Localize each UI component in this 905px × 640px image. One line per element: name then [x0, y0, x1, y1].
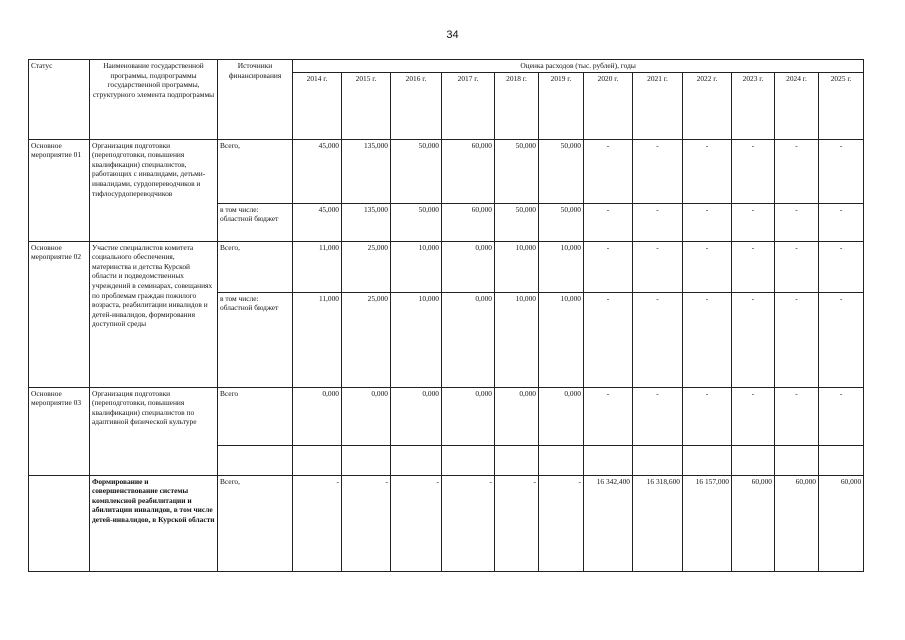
source-total: Всего,	[218, 241, 293, 292]
value-cell: 0,000	[442, 387, 495, 445]
activity-status: Основное мероприятие 01	[29, 139, 90, 241]
value-cell: 10,000	[391, 292, 442, 387]
value-cell: -	[293, 475, 342, 571]
header-status: Статус	[29, 60, 90, 140]
value-cell: 50,000	[539, 139, 584, 203]
value-cell: -	[732, 203, 775, 241]
value-cell: -	[683, 139, 732, 203]
empty-cell	[819, 445, 864, 475]
value-cell: -	[732, 292, 775, 387]
empty-cell	[584, 445, 633, 475]
value-cell: -	[732, 241, 775, 292]
program-total-row	[29, 475, 864, 571]
value-cell: 60,000	[732, 475, 775, 571]
value-cell: 0,000	[442, 241, 495, 292]
year-header: 2021 г.	[633, 72, 683, 139]
value-cell: -	[495, 475, 539, 571]
value-cell: -	[584, 241, 633, 292]
value-cell: -	[819, 292, 864, 387]
year-header: 2016 г.	[391, 72, 442, 139]
value-cell: -	[683, 292, 732, 387]
value-cell: 11,000	[293, 241, 342, 292]
year-header: 2015 г.	[342, 72, 391, 139]
activity-status: Основное мероприятие 02	[29, 241, 90, 387]
source-total: Всего,	[218, 475, 293, 571]
activity-name: Организация подготовки (переподготовки, повышения квалификации) специалистов по адаптивной физической культуре	[90, 387, 218, 475]
year-header: 2022 г.	[683, 72, 732, 139]
value-cell: -	[633, 139, 683, 203]
value-cell: -	[584, 292, 633, 387]
value-cell: -	[633, 292, 683, 387]
value-cell: -	[539, 475, 584, 571]
year-header: 2018 г.	[495, 72, 539, 139]
value-cell: -	[732, 139, 775, 203]
value-cell: 45,000	[293, 139, 342, 203]
expenses-table	[28, 59, 864, 572]
value-cell: -	[683, 203, 732, 241]
value-cell: 16 342,400	[584, 475, 633, 571]
empty-cell	[342, 445, 391, 475]
value-cell: 10,000	[539, 292, 584, 387]
value-cell: 135,000	[342, 203, 391, 241]
empty-cell	[495, 445, 539, 475]
value-cell: -	[633, 203, 683, 241]
activity-02-total-row	[29, 241, 864, 292]
value-cell: 10,000	[495, 292, 539, 387]
year-header: 2014 г.	[293, 72, 342, 139]
activity-status: Основное мероприятие 03	[29, 387, 90, 475]
source-total: Всего,	[218, 139, 293, 203]
value-cell: 10,000	[391, 241, 442, 292]
value-cell: 50,000	[391, 203, 442, 241]
value-cell: -	[775, 203, 819, 241]
value-cell: 50,000	[495, 203, 539, 241]
value-cell: -	[819, 387, 864, 445]
value-cell: 0,000	[342, 387, 391, 445]
page-number: 34	[446, 29, 459, 41]
value-cell: -	[775, 292, 819, 387]
year-header: 2019 г.	[539, 72, 584, 139]
value-cell: 60,000	[819, 475, 864, 571]
activity-name: Организация подготовки (переподготовки, повышения квалификации) специалистов, работающих с инвалидами, детьми-инвалидами, сурдопереводчиков и тифлосурдопереводчиков	[90, 139, 218, 241]
value-cell: 10,000	[539, 241, 584, 292]
empty-cell	[442, 445, 495, 475]
header-sources: Источники финансирования	[218, 60, 293, 140]
empty-cell	[218, 445, 293, 475]
year-header: 2017 г.	[442, 72, 495, 139]
value-cell: -	[633, 241, 683, 292]
header-name: Наименование государственной программы, подпрограммы государственной программы, структурного элемента подпрограммы	[90, 60, 218, 140]
value-cell: -	[391, 475, 442, 571]
value-cell: 60,000	[442, 203, 495, 241]
value-cell: 60,000	[775, 475, 819, 571]
value-cell: 135,000	[342, 139, 391, 203]
header-estimate: Оценка расходов (тыс. рублей), годы	[293, 60, 864, 73]
empty-cell	[775, 445, 819, 475]
source-total: Всего	[218, 387, 293, 445]
empty-cell	[293, 445, 342, 475]
value-cell: 60,000	[442, 139, 495, 203]
value-cell: 50,000	[391, 139, 442, 203]
year-header: 2025 г.	[819, 72, 864, 139]
value-cell: 0,000	[391, 387, 442, 445]
value-cell: 16 157,000	[683, 475, 732, 571]
value-cell: -	[819, 241, 864, 292]
empty-cell	[391, 445, 442, 475]
value-cell: -	[584, 387, 633, 445]
activity-03-total-row	[29, 387, 864, 445]
value-cell: -	[683, 241, 732, 292]
value-cell: 0,000	[442, 292, 495, 387]
source-regional: в том числе: областной бюджет	[218, 203, 293, 241]
value-cell: 50,000	[539, 203, 584, 241]
value-cell: -	[819, 139, 864, 203]
value-cell: 11,000	[293, 292, 342, 387]
value-cell: 25,000	[342, 241, 391, 292]
empty-cell	[539, 445, 584, 475]
value-cell: -	[683, 387, 732, 445]
value-cell: -	[775, 241, 819, 292]
empty-cell	[683, 445, 732, 475]
value-cell: 50,000	[495, 139, 539, 203]
value-cell: 16 318,600	[633, 475, 683, 571]
value-cell: 10,000	[495, 241, 539, 292]
value-cell: 0,000	[293, 387, 342, 445]
value-cell: 45,000	[293, 203, 342, 241]
year-header: 2024 г.	[775, 72, 819, 139]
empty-cell	[732, 445, 775, 475]
value-cell: 25,000	[342, 292, 391, 387]
value-cell: -	[819, 203, 864, 241]
year-header: 2023 г.	[732, 72, 775, 139]
value-cell: -	[775, 139, 819, 203]
value-cell: 0,000	[539, 387, 584, 445]
year-header: 2020 г.	[584, 72, 633, 139]
value-cell: -	[342, 475, 391, 571]
empty-cell	[633, 445, 683, 475]
source-regional: в том числе: областной бюджет	[218, 292, 293, 387]
value-cell: -	[584, 139, 633, 203]
value-cell: -	[775, 387, 819, 445]
value-cell: -	[732, 387, 775, 445]
value-cell: -	[442, 475, 495, 571]
activity-name: Участие специалистов комитета социального обеспечения, материнства и детства Курской области и подведомственных учреждений в семинарах, совещаниях по проблемам граждан пожилого возраста, реабилитации инвалидов и детей-инвалидов, формирования доступной среды	[90, 241, 218, 387]
value-cell: -	[633, 387, 683, 445]
program-status	[29, 475, 90, 571]
header-row-1	[29, 60, 864, 73]
activity-01-total-row	[29, 139, 864, 203]
value-cell: 0,000	[495, 387, 539, 445]
program-name: Формирование и совершенствование системы комплексной реабилитации и абилитации инвалидов, в том числе детей-инвалидов, в Курской области	[90, 475, 218, 571]
value-cell: -	[584, 203, 633, 241]
